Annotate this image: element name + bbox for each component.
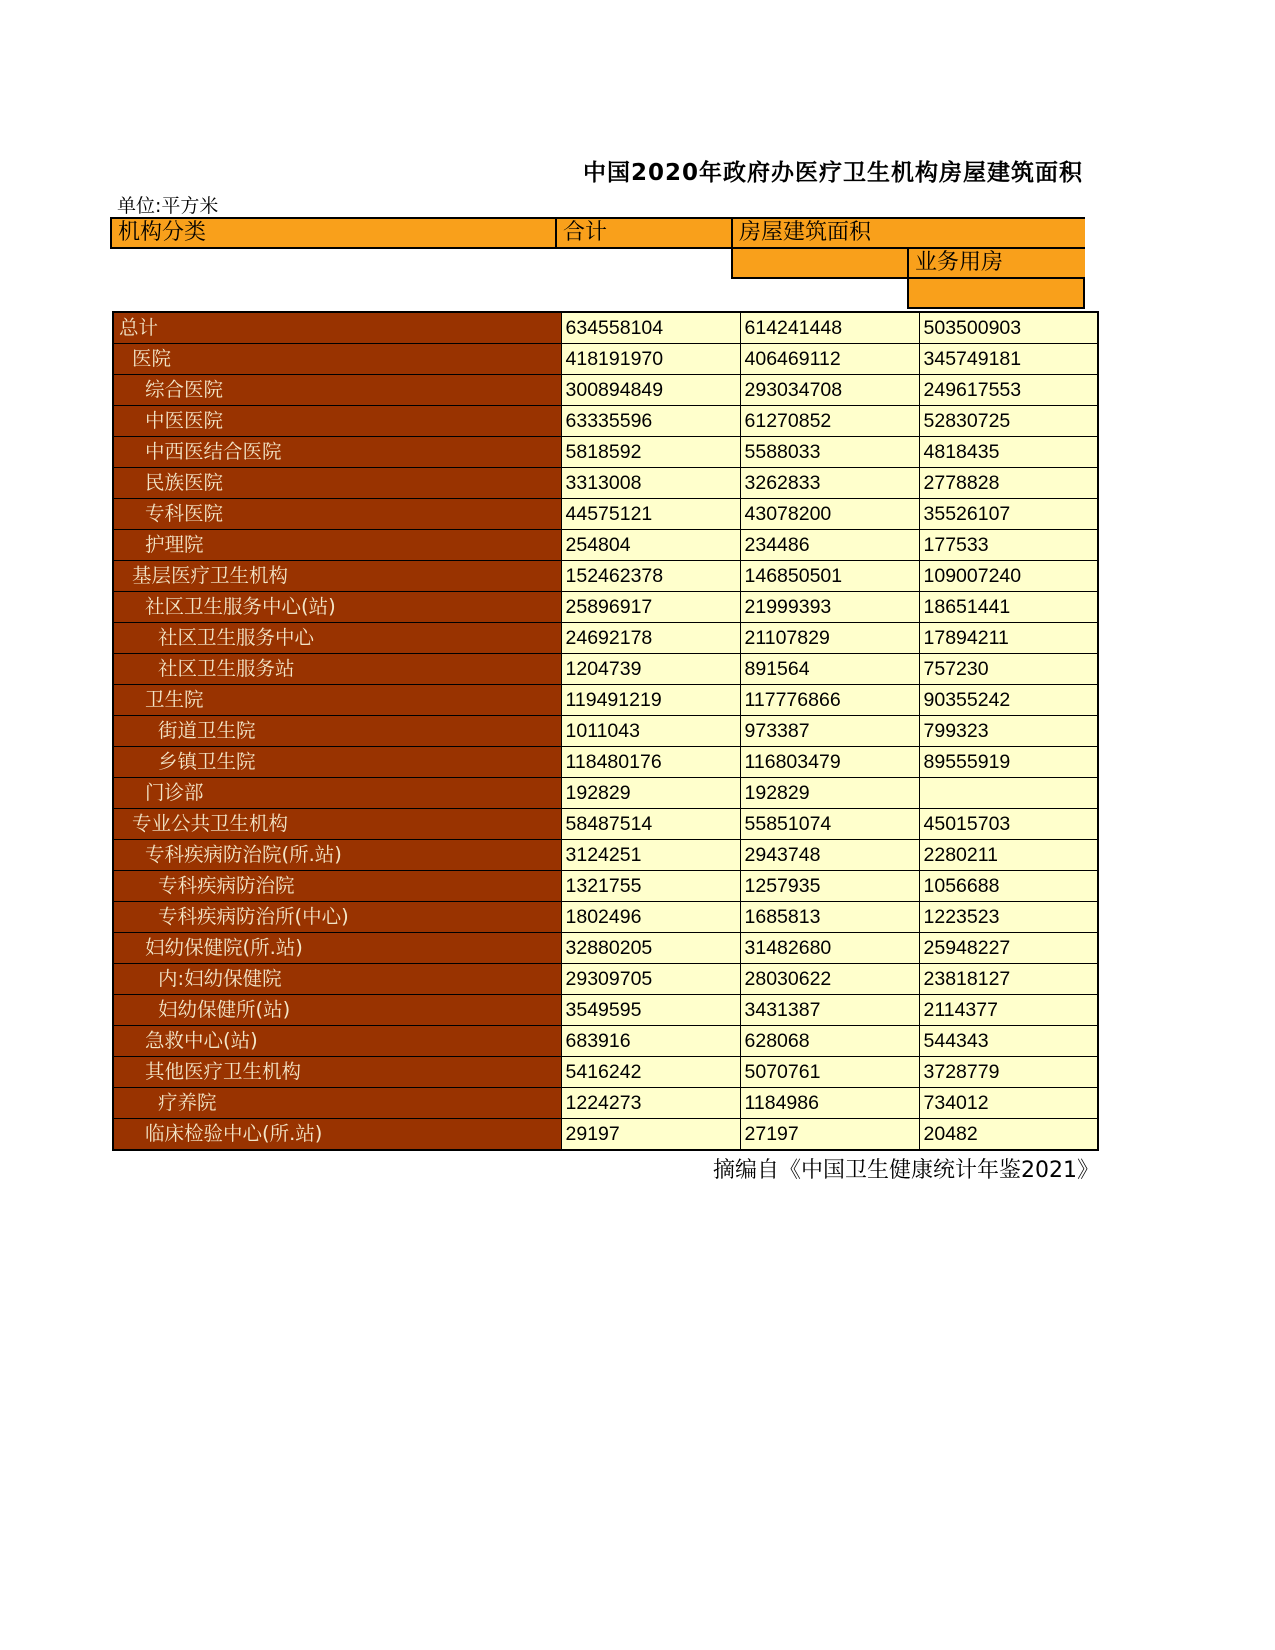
building-area-cell: 614241448	[740, 312, 919, 344]
table-row	[113, 995, 1098, 1026]
total-cell: 118480176	[561, 747, 740, 778]
category-cell: 临床检验中心(所.站)	[113, 1119, 561, 1151]
business-rooms-cell: 18651441	[919, 592, 1098, 623]
building-area-cell: 234486	[740, 530, 919, 561]
business-rooms-cell: 109007240	[919, 561, 1098, 592]
building-area-cell: 5070761	[740, 1057, 919, 1088]
category-cell: 专科疾病防治院	[113, 871, 561, 902]
business-rooms-cell: 45015703	[919, 809, 1098, 840]
total-cell: 634558104	[561, 312, 740, 344]
building-area-cell: 21107829	[740, 623, 919, 654]
business-rooms-cell: 25948227	[919, 933, 1098, 964]
total-cell: 152462378	[561, 561, 740, 592]
total-cell: 300894849	[561, 375, 740, 406]
total-cell: 1011043	[561, 716, 740, 747]
table-body	[113, 312, 1098, 1150]
table-row	[113, 1088, 1098, 1119]
category-cell: 内:妇幼保健院	[113, 964, 561, 995]
category-cell: 社区卫生服务中心	[113, 623, 561, 654]
table-row	[113, 840, 1098, 871]
header-total: 合计	[555, 217, 733, 249]
page-title: 中国2020年政府办医疗卫生机构房屋建筑面积	[583, 160, 1084, 186]
business-rooms-cell: 20482	[919, 1119, 1098, 1151]
total-cell: 32880205	[561, 933, 740, 964]
category-cell: 民族医院	[113, 468, 561, 499]
total-cell: 63335596	[561, 406, 740, 437]
building-area-cell: 146850501	[740, 561, 919, 592]
table-row	[113, 561, 1098, 592]
unit-label: 单位:平方米	[117, 195, 219, 217]
total-cell: 3313008	[561, 468, 740, 499]
total-cell: 1204739	[561, 654, 740, 685]
category-cell: 专科疾病防治院(所.站)	[113, 840, 561, 871]
business-rooms-cell: 345749181	[919, 344, 1098, 375]
table-row	[113, 716, 1098, 747]
building-area-cell: 116803479	[740, 747, 919, 778]
total-cell: 5416242	[561, 1057, 740, 1088]
total-cell: 3124251	[561, 840, 740, 871]
category-cell: 综合医院	[113, 375, 561, 406]
business-rooms-cell: 1056688	[919, 871, 1098, 902]
business-rooms-cell: 4818435	[919, 437, 1098, 468]
category-cell: 护理院	[113, 530, 561, 561]
table-row	[113, 437, 1098, 468]
total-cell: 1321755	[561, 871, 740, 902]
business-rooms-cell: 1223523	[919, 902, 1098, 933]
table-row	[113, 871, 1098, 902]
business-rooms-cell: 3728779	[919, 1057, 1098, 1088]
table-row	[113, 592, 1098, 623]
category-cell: 门诊部	[113, 778, 561, 809]
total-cell: 58487514	[561, 809, 740, 840]
building-area-cell: 1257935	[740, 871, 919, 902]
total-cell: 44575121	[561, 499, 740, 530]
business-rooms-cell: 17894211	[919, 623, 1098, 654]
building-area-cell: 406469112	[740, 344, 919, 375]
business-rooms-cell: 757230	[919, 654, 1098, 685]
business-rooms-cell: 52830725	[919, 406, 1098, 437]
category-cell: 乡镇卫生院	[113, 747, 561, 778]
header-category: 机构分类	[110, 217, 557, 249]
category-cell: 专科疾病防治所(中心)	[113, 902, 561, 933]
category-cell: 妇幼保健院(所.站)	[113, 933, 561, 964]
building-area-cell: 891564	[740, 654, 919, 685]
total-cell: 418191970	[561, 344, 740, 375]
business-rooms-cell: 89555919	[919, 747, 1098, 778]
category-cell: 妇幼保健所(站)	[113, 995, 561, 1026]
business-rooms-cell: 734012	[919, 1088, 1098, 1119]
category-cell: 专业公共卫生机构	[113, 809, 561, 840]
building-area-cell: 1685813	[740, 902, 919, 933]
building-area-cell: 21999393	[740, 592, 919, 623]
table-row	[113, 468, 1098, 499]
table-row	[113, 778, 1098, 809]
business-rooms-cell: 35526107	[919, 499, 1098, 530]
building-area-cell: 55851074	[740, 809, 919, 840]
table-row	[113, 654, 1098, 685]
total-cell: 1224273	[561, 1088, 740, 1119]
business-rooms-cell: 503500903	[919, 312, 1098, 344]
business-rooms-cell: 2114377	[919, 995, 1098, 1026]
business-rooms-cell: 2778828	[919, 468, 1098, 499]
category-cell: 卫生院	[113, 685, 561, 716]
category-cell: 医院	[113, 344, 561, 375]
table-row	[113, 933, 1098, 964]
table-row	[113, 406, 1098, 437]
category-cell: 专科医院	[113, 499, 561, 530]
total-cell: 254804	[561, 530, 740, 561]
table-row	[113, 344, 1098, 375]
table-row	[113, 1057, 1098, 1088]
business-rooms-cell: 799323	[919, 716, 1098, 747]
table-row	[113, 499, 1098, 530]
header-business-rooms: 业务用房	[907, 247, 1085, 279]
building-area-cell: 28030622	[740, 964, 919, 995]
header-building-area-sub-blank	[731, 247, 909, 279]
table-row	[113, 685, 1098, 716]
total-cell: 29197	[561, 1119, 740, 1151]
table-row	[113, 747, 1098, 778]
header-business-rooms-sub-blank	[907, 277, 1085, 309]
category-cell: 社区卫生服务站	[113, 654, 561, 685]
category-cell: 中医医院	[113, 406, 561, 437]
category-cell: 街道卫生院	[113, 716, 561, 747]
category-cell: 疗养院	[113, 1088, 561, 1119]
total-cell: 24692178	[561, 623, 740, 654]
building-area-cell: 3431387	[740, 995, 919, 1026]
total-cell: 5818592	[561, 437, 740, 468]
building-area-cell: 1184986	[740, 1088, 919, 1119]
table-row	[113, 809, 1098, 840]
business-rooms-cell: 249617553	[919, 375, 1098, 406]
total-cell: 29309705	[561, 964, 740, 995]
table-row	[113, 1026, 1098, 1057]
building-area-cell: 43078200	[740, 499, 919, 530]
data-table	[112, 311, 1099, 1151]
category-cell: 中西医结合医院	[113, 437, 561, 468]
total-cell: 119491219	[561, 685, 740, 716]
building-area-cell: 31482680	[740, 933, 919, 964]
building-area-cell: 117776866	[740, 685, 919, 716]
business-rooms-cell: 23818127	[919, 964, 1098, 995]
business-rooms-cell: 544343	[919, 1026, 1098, 1057]
building-area-cell: 192829	[740, 778, 919, 809]
table-row	[113, 530, 1098, 561]
source-note: 摘编自《中国卫生健康统计年鉴2021》	[713, 1158, 1099, 1183]
business-rooms-cell: 90355242	[919, 685, 1098, 716]
table-row	[113, 964, 1098, 995]
business-rooms-cell	[919, 778, 1098, 809]
building-area-cell: 27197	[740, 1119, 919, 1151]
building-area-cell: 628068	[740, 1026, 919, 1057]
building-area-cell: 3262833	[740, 468, 919, 499]
category-cell: 基层医疗卫生机构	[113, 561, 561, 592]
total-cell: 1802496	[561, 902, 740, 933]
category-cell: 急救中心(站)	[113, 1026, 561, 1057]
building-area-cell: 2943748	[740, 840, 919, 871]
total-cell: 683916	[561, 1026, 740, 1057]
category-cell: 其他医疗卫生机构	[113, 1057, 561, 1088]
business-rooms-cell: 177533	[919, 530, 1098, 561]
building-area-cell: 973387	[740, 716, 919, 747]
table-row	[113, 1119, 1098, 1151]
building-area-cell: 61270852	[740, 406, 919, 437]
total-cell: 25896917	[561, 592, 740, 623]
category-cell: 总计	[113, 312, 561, 344]
total-cell: 3549595	[561, 995, 740, 1026]
category-cell: 社区卫生服务中心(站)	[113, 592, 561, 623]
table-row	[113, 375, 1098, 406]
building-area-cell: 293034708	[740, 375, 919, 406]
header-building-area: 房屋建筑面积	[731, 217, 1085, 249]
table-row	[113, 312, 1098, 344]
building-area-cell: 5588033	[740, 437, 919, 468]
business-rooms-cell: 2280211	[919, 840, 1098, 871]
total-cell: 192829	[561, 778, 740, 809]
table-row	[113, 902, 1098, 933]
table-row	[113, 623, 1098, 654]
